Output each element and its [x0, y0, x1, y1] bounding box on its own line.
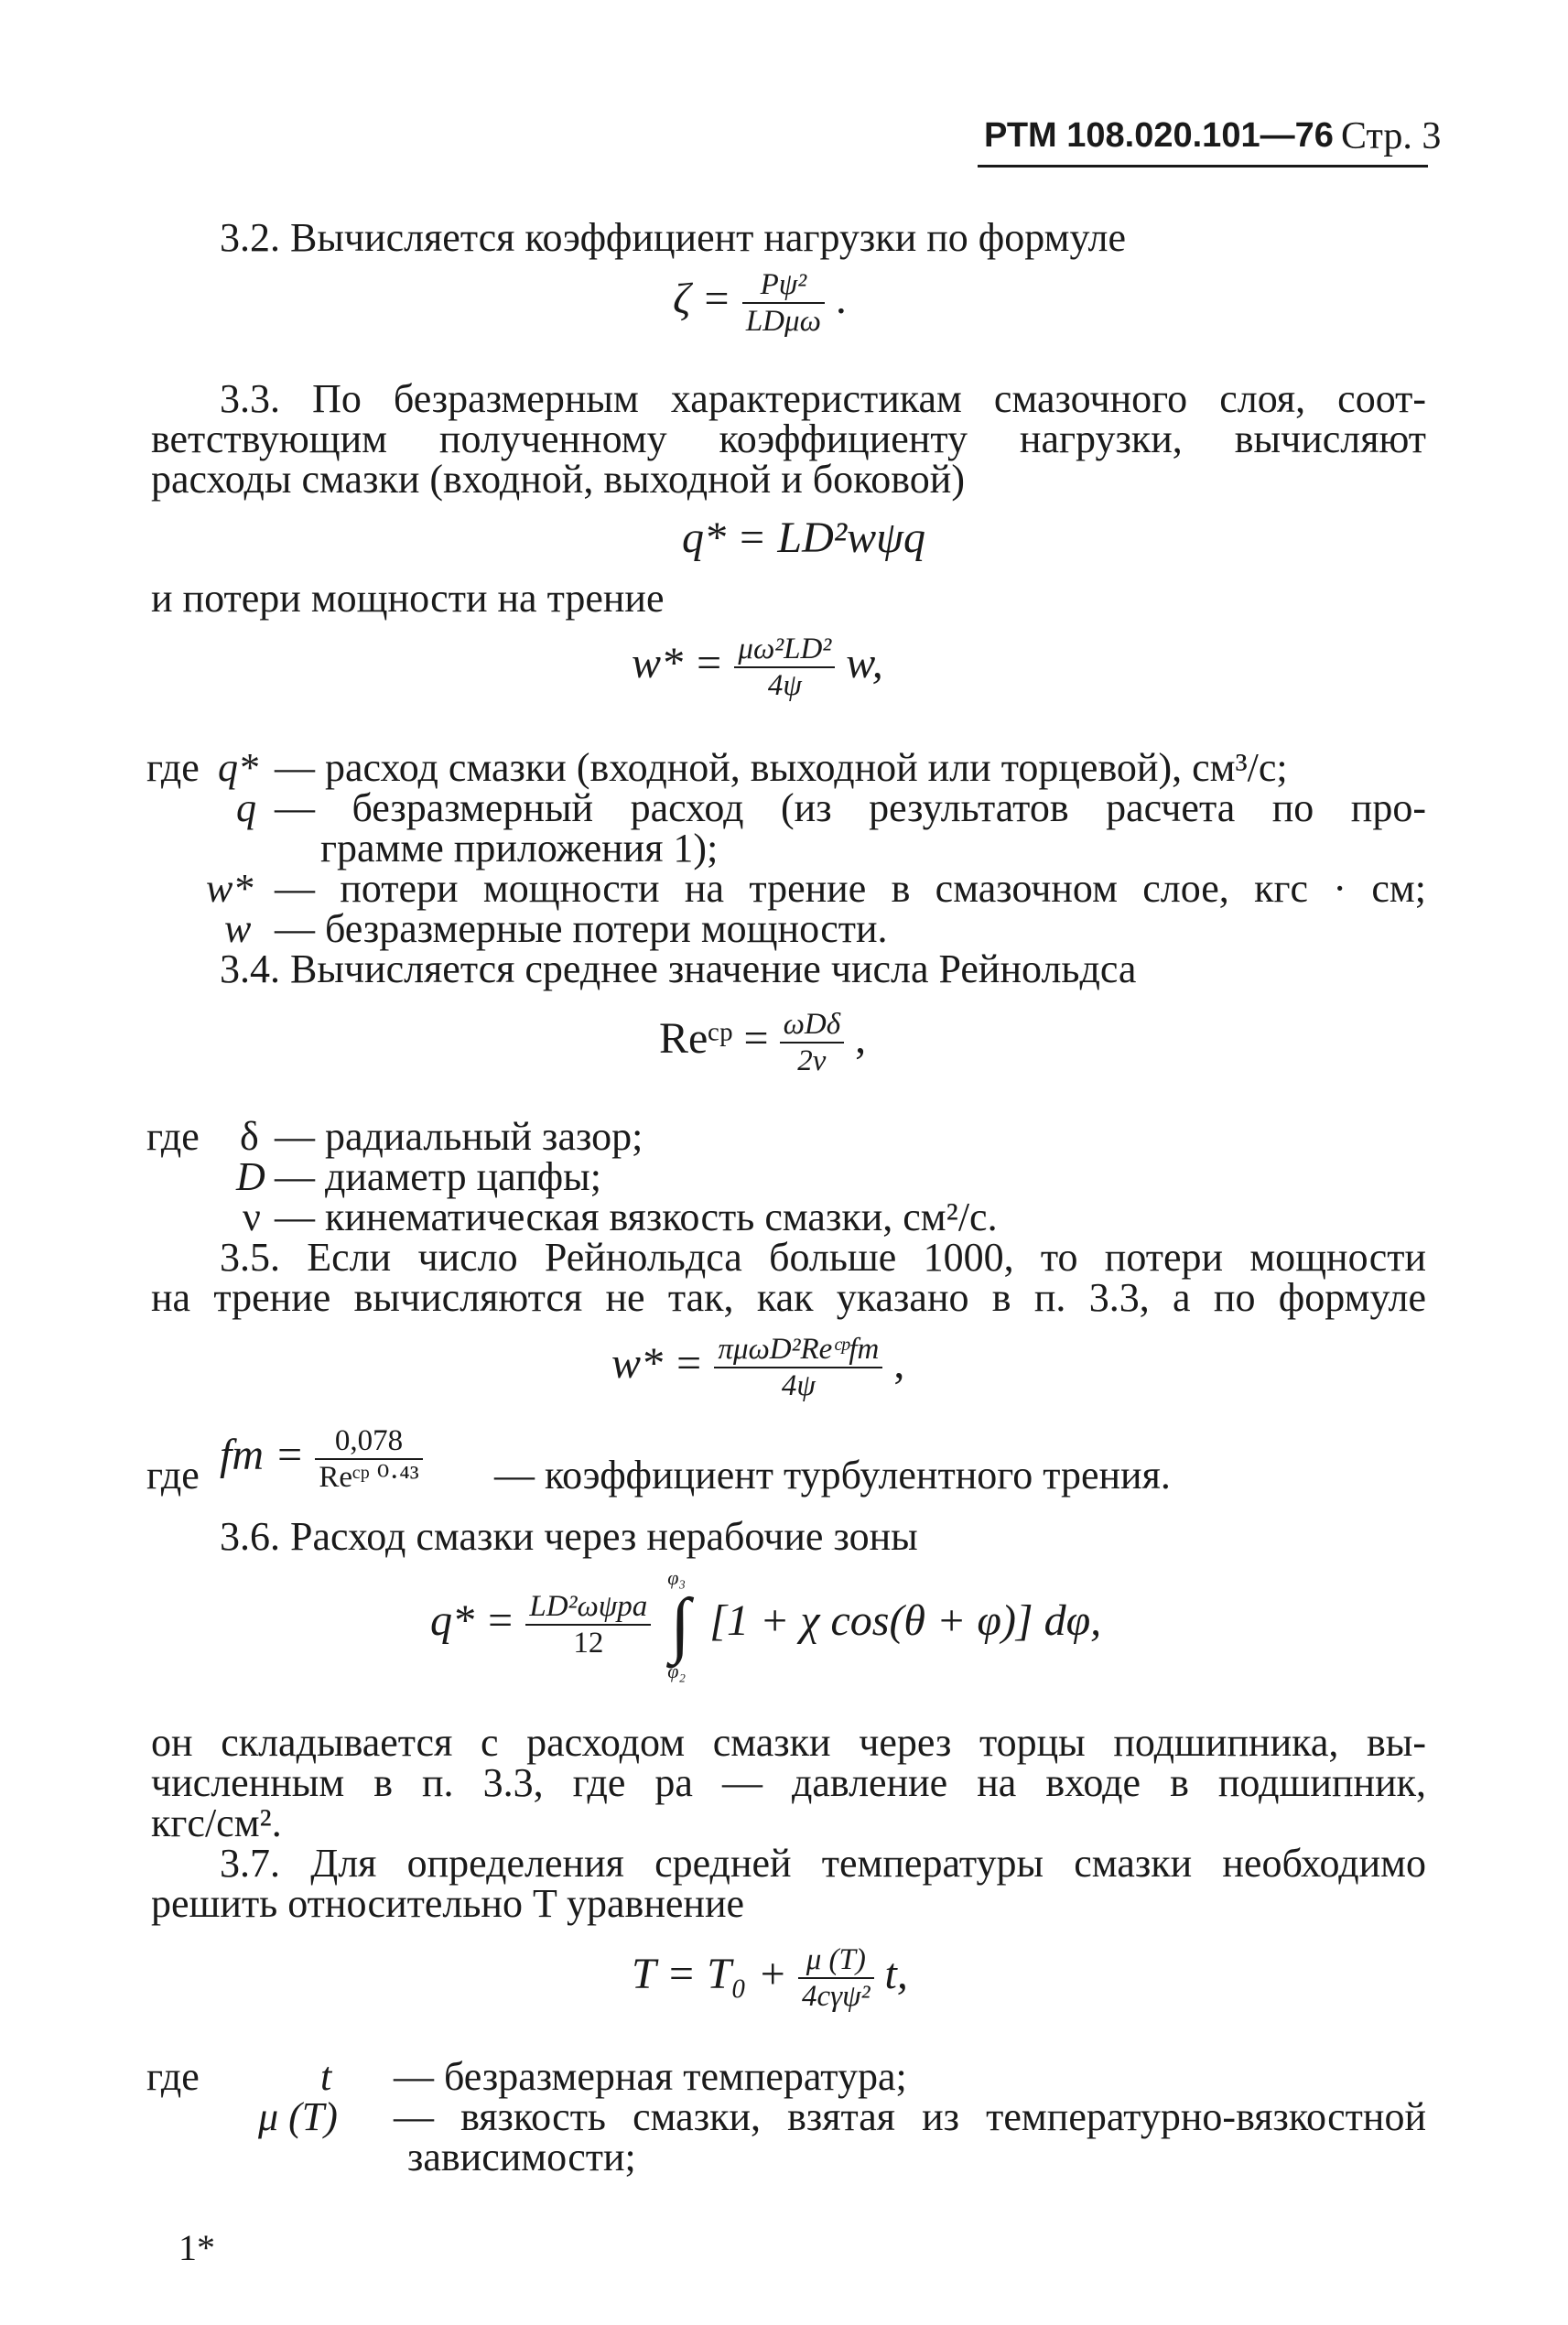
- definition-mu-line2: зависимости;: [407, 2135, 636, 2179]
- definition-w: — безразмерные потери мощности.: [275, 906, 888, 951]
- formula-lhs: fт =: [220, 1431, 305, 1480]
- formula-denominator: 4ψ: [781, 1369, 816, 1402]
- formula-lhs: ζ =: [673, 275, 731, 324]
- section-3-7-line2: решить относительно T уравнение: [151, 1881, 745, 1926]
- definition-q-star: — расход смазки (входной, выходной или торцевой), см³/с;: [275, 745, 1288, 790]
- formula-numerator: ωDδ: [780, 1007, 844, 1044]
- sheet-signature: 1*: [178, 2227, 215, 2268]
- section-3-6-line3: кгс/см².: [151, 1801, 282, 1845]
- definition-mu-line1: — вязкость смазки, взятая из температурно-вязкостной: [394, 2094, 1426, 2139]
- formula-temperature: [632, 1942, 908, 2014]
- section-3-6-line1: он складывается с расходом смазки через торцы подшипника, вы-: [151, 1720, 1426, 1765]
- definition-q-line1: — безразмерный расход (из результатов расчета по про-: [275, 785, 1426, 830]
- formula-lhs: w* =: [632, 639, 724, 688]
- symbol-q: q: [236, 785, 256, 830]
- formula-numerator: LD²ωψpa: [525, 1589, 651, 1626]
- definition-nu: — кинематическая вязкость смазки, см²/с.: [275, 1195, 998, 1239]
- formula-denominator: LDμω: [745, 305, 821, 338]
- symbol-nu: ν: [243, 1195, 261, 1239]
- integral-sign: ∫ φ₃ φ₂: [667, 1566, 691, 1682]
- formula-load-coefficient: [673, 267, 847, 339]
- symbol-w: w: [224, 906, 252, 951]
- formula-lhs: Reᶜᵖ =: [659, 1014, 769, 1064]
- formula-fraction: [742, 267, 825, 339]
- where-label: где: [146, 1114, 200, 1159]
- formula-numerator: μω²LD²: [734, 632, 835, 668]
- symbol-q-star: q*: [218, 745, 258, 790]
- section-3-3-line1: 3.3. По безразмерным характеристикам смазочного слоя, соот-: [220, 376, 1426, 421]
- formula-reynolds: [659, 1007, 866, 1078]
- section-3-3-line2: ветствующим полученному коэффициенту нагрузки, вычисляют: [151, 416, 1426, 461]
- formula-fraction: [780, 1007, 844, 1078]
- symbol-mu-t: μ (T): [258, 2094, 338, 2139]
- formula-power-loss: [632, 632, 883, 703]
- formula-fraction: [525, 1589, 651, 1660]
- formula-fraction: [714, 1332, 882, 1403]
- formula-flow: q* = LD²wψq: [682, 514, 925, 562]
- formula-numerator: Pψ²: [742, 267, 825, 304]
- section-3-6-line2: численным в п. 3.3, где pa — давление на входе в подшипник,: [151, 1760, 1426, 1805]
- formula-tail: ,: [855, 1014, 867, 1064]
- where-label: где: [146, 1453, 200, 1498]
- formula-numerator: 0,078: [315, 1423, 422, 1460]
- document-code: РТМ 108.020.101—76: [984, 116, 1334, 155]
- formula-numerator: μ (T): [798, 1942, 874, 1979]
- definition-w-star: — потери мощности на трение в смазочном слое, кгс · см;: [275, 866, 1426, 911]
- where-label: где: [146, 2054, 200, 2099]
- definition-t: — безразмерная температура;: [394, 2054, 907, 2099]
- formula-lhs: q* =: [430, 1596, 515, 1646]
- page-number: Стр. 3: [1341, 115, 1442, 157]
- formula-body: [1 + χ cos(θ + φ)] dφ,: [709, 1596, 1102, 1646]
- symbol-delta: δ: [240, 1114, 259, 1159]
- section-3-7-line1: 3.7. Для определения средней температуры смазки необходимо: [220, 1841, 1426, 1886]
- section-3-3-line3: расходы смазки (входной, выходной и боковой): [151, 457, 965, 502]
- section-3-4-text: 3.4. Вычисляется среднее значение числа Рейнольдса: [220, 946, 1137, 991]
- section-3-3-line4: и потери мощности на трение: [151, 576, 665, 621]
- symbol-t: t: [320, 2054, 332, 2099]
- symbol-d: D: [236, 1154, 265, 1199]
- integral-lower-limit: φ₂: [667, 1660, 687, 1682]
- definition-ft: — коэффициент турбулентного трения.: [494, 1453, 1171, 1498]
- formula-lhs: w* =: [611, 1339, 704, 1389]
- definition-d: — диаметр цапфы;: [275, 1154, 601, 1199]
- header-rule: [978, 165, 1428, 168]
- symbol-w-star: w*: [206, 866, 254, 911]
- formula-fraction: [734, 632, 835, 703]
- formula-fraction: [798, 1942, 874, 2014]
- definition-q-line2: грамме приложения 1);: [320, 826, 719, 871]
- formula-tail: t,: [884, 1950, 908, 1999]
- formula-nonworking-flow: [430, 1566, 1102, 1689]
- formula-denominator: 4ψ: [767, 669, 802, 702]
- formula-numerator: πμωD²Reᶜᵖfт: [714, 1332, 882, 1368]
- formula-denominator: 2ν: [797, 1044, 827, 1077]
- section-3-5-line2: на трение вычисляются не так, как указано в п. 3.3, а по формуле: [151, 1275, 1426, 1320]
- formula-tail: w,: [846, 639, 883, 688]
- formula-fraction: [315, 1423, 422, 1495]
- section-3-2-text: 3.2. Вычисляется коэффициент нагрузки по формуле: [220, 215, 1127, 260]
- section-3-5-line1: 3.5. Если число Рейнольдса больше 1000, то потери мощности: [220, 1235, 1426, 1280]
- formula-tail: .: [835, 275, 847, 324]
- formula-tail: ,: [893, 1339, 905, 1389]
- section-3-6-text: 3.6. Расход смазки через нерабочие зоны: [220, 1514, 918, 1559]
- definition-delta: — радиальный зазор;: [275, 1114, 643, 1159]
- formula-lhs: T = T₀ +: [632, 1950, 787, 1999]
- formula-power-loss-turbulent: [611, 1332, 904, 1403]
- formula-friction-coefficient: [220, 1423, 423, 1495]
- integral-upper-limit: φ₃: [667, 1566, 687, 1589]
- formula-denominator: 4cγψ²: [802, 1980, 871, 2013]
- formula-denominator: 12: [573, 1627, 604, 1660]
- where-label: где: [146, 745, 200, 790]
- formula-denominator: Reᶜᵖ ⁰·⁴³: [319, 1461, 419, 1494]
